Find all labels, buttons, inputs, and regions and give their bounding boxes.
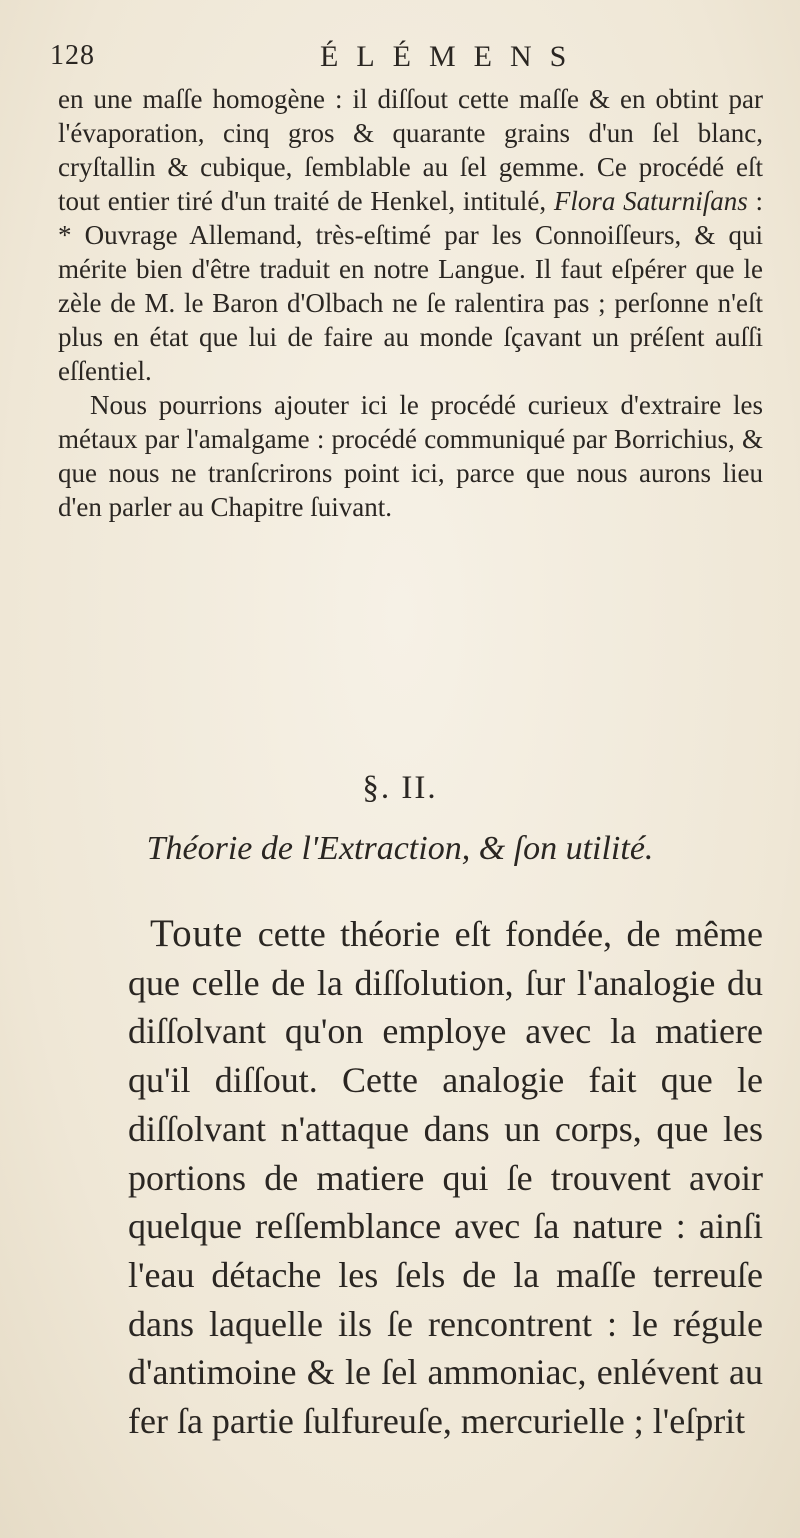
paragraph-text: en une maſſe homogène : il diſſout cette maſſe & en obtint par l'évaporation, cinq gros & quarante grains d'un ſel blanc, cryſtallin & cubique, ſemblable au ſel gemme. Ce procédé eſt tout entier tiré d'un traité de Henkel, intitulé, bbox=[58, 84, 763, 216]
page-number: 128 bbox=[50, 40, 95, 71]
paragraph-text: : * Ouvrage Allemand, très-eſtimé par les Connoiſſeurs, & qui mérite bien d'être traduit en notre Langue. Il faut eſpérer que le zèle de M. le Baron d'Olbach ne ſe ralentira pas ; perſonne n'eſt plus en état que lui de faire au monde ſçavant un préſent auſſi eſſentiel. bbox=[58, 186, 763, 386]
lower-text-block bbox=[128, 910, 763, 1446]
upper-text-block bbox=[58, 82, 763, 524]
paragraph-text: cette théorie eſt fondée, de même que celle de la diſſolution, ſur l'analogie du diſſolvant qu'on employe avec la matiere qu'il diſſout. Cette analogie fait que le diſſolvant n'attaque dans un corps, que les portions de matiere qui ſe trouvent avoir quelque reſſemblance avec ſa nature : ainſi l'eau détache les ſels de la maſſe terreuſe dans laquelle ils ſe rencontrent : le régule d'antimoine & le ſel ammoniac, enlévent au fer ſa partie ſulfureuſe, mercurielle ; l'eſprit bbox=[128, 914, 763, 1442]
paragraph: Nous pourrions ajouter ici le procédé curieux d'extraire les métaux par l'amalgame : procédé communiqué par Borrichius, & que nous ne tranſcrirons point ici, parce que nous aurons lieu d'en parler au Chapitre ſuivant. bbox=[58, 390, 763, 522]
section-number: §. II. bbox=[362, 770, 438, 806]
italic-title: Flora Saturniſans bbox=[553, 186, 748, 216]
section-title: Théorie de l'Extraction, & ſon utilité. bbox=[146, 830, 654, 867]
running-head bbox=[50, 40, 770, 80]
paragraph bbox=[128, 910, 763, 1446]
paragraph-continuation bbox=[58, 82, 763, 388]
lead-word: Toute bbox=[150, 912, 244, 955]
running-title: ÉLÉMENS bbox=[320, 40, 585, 73]
